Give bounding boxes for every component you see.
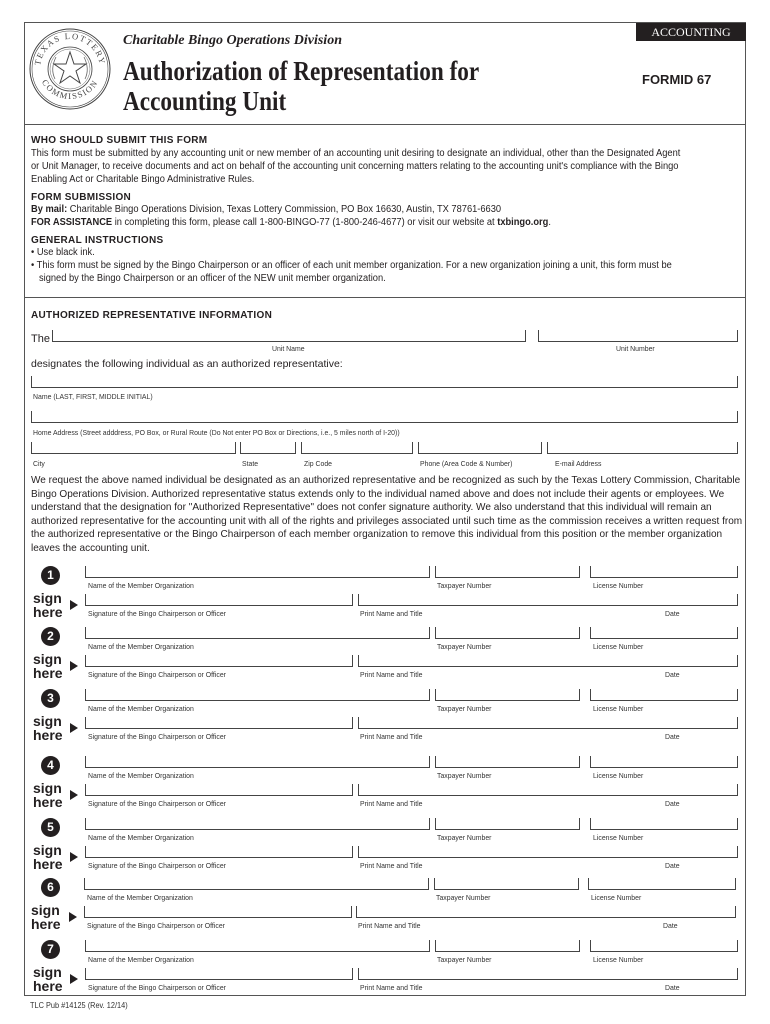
taxpayer-label: Taxpayer Number xyxy=(437,642,492,651)
member-org-label: Name of the Member Organization xyxy=(88,642,194,651)
signature-field[interactable] xyxy=(84,906,352,918)
signature-label: Signature of the Bingo Chairperson or Officer xyxy=(87,921,225,930)
taxpayer-field[interactable] xyxy=(435,627,580,639)
print-name-label: Print Name and Title xyxy=(360,799,423,808)
print-name-label: Print Name and Title xyxy=(360,670,423,679)
website-link[interactable]: txbingo.org xyxy=(497,217,549,228)
mail-line xyxy=(31,204,501,217)
license-label: License Number xyxy=(593,955,644,964)
step-number-4: 4 xyxy=(41,756,60,775)
print-name-field[interactable] xyxy=(358,594,738,606)
svg-text:COMMISSION: COMMISSION xyxy=(39,77,101,102)
print-name-label: Print Name and Title xyxy=(360,983,423,992)
date-label: Date xyxy=(665,609,680,618)
signature-label: Signature of the Bingo Chairperson or Officer xyxy=(88,732,226,741)
sign-text: sign xyxy=(33,964,62,980)
paragraph-line: Bingo Operations Division. Authorized representative status extends only to the individual named above and does not include their agents or employees. We xyxy=(31,488,725,500)
sign-text: sign xyxy=(33,651,62,667)
taxpayer-field[interactable] xyxy=(435,818,580,830)
print-name-label: Print Name and Title xyxy=(360,861,423,870)
taxpayer-label: Taxpayer Number xyxy=(437,704,492,713)
date-label: Date xyxy=(665,799,680,808)
paragraph-line: the authorized representative or the Bingo Chairperson of each member organization to remove this individual from this position or the member organization xyxy=(31,529,723,541)
zip-field[interactable] xyxy=(301,442,413,454)
date-label: Date xyxy=(663,921,678,930)
here-text: here xyxy=(33,856,63,872)
state-label: State xyxy=(242,459,259,468)
print-name-label: Print Name and Title xyxy=(358,921,421,930)
print-name-field[interactable] xyxy=(358,717,738,729)
who-line-2: or Unit Manager, to receive documents and act on behalf of the accounting unit concerning matters relating to the accounting unit's compliance with the Bingo xyxy=(31,161,679,172)
member-org-field[interactable] xyxy=(84,878,429,890)
sign-arrow-icon xyxy=(70,661,78,671)
member-org-label: Name of the Member Organization xyxy=(88,581,194,590)
signature-field[interactable] xyxy=(85,655,353,667)
taxpayer-label: Taxpayer Number xyxy=(437,581,492,590)
member-org-field[interactable] xyxy=(85,756,430,768)
taxpayer-label: Taxpayer Number xyxy=(437,833,492,842)
who-line-3: Enabling Act or Charitable Bingo Administrative Rules. xyxy=(31,174,255,185)
home-address-label: Home Address (Street adddress, PO Box, or Rural Route (Do Not enter PO Box or Directions, i.e., 5 miles north of I-20)) xyxy=(33,428,400,437)
instruction-bullet-2b: signed by the Bingo Chairperson or an officer of the NEW unit member organization. xyxy=(39,273,386,284)
signer-block-7 xyxy=(0,940,770,1000)
state-field[interactable] xyxy=(240,442,296,454)
signature-field[interactable] xyxy=(85,594,353,606)
rep-name-label: Name (LAST, FIRST, MIDDLE INITIAL) xyxy=(33,392,153,401)
sign-arrow-icon xyxy=(70,600,78,610)
license-field[interactable] xyxy=(590,940,738,952)
member-org-label: Name of the Member Organization xyxy=(88,833,194,842)
accounting-unit-tab: ACCOUNTING UNIT xyxy=(636,23,746,41)
step-number-2: 2 xyxy=(41,627,60,646)
email-label: E-mail Address xyxy=(555,459,602,468)
signer-block-4 xyxy=(0,756,770,816)
signer-block-6 xyxy=(0,878,770,938)
print-name-field[interactable] xyxy=(358,655,738,667)
license-field[interactable] xyxy=(590,818,738,830)
form-title-line1: Authorization of Representation for xyxy=(123,56,480,86)
taxpayer-label: Taxpayer Number xyxy=(437,955,492,964)
step-number-3: 3 xyxy=(41,689,60,708)
taxpayer-field[interactable] xyxy=(435,940,580,952)
license-label: License Number xyxy=(593,771,644,780)
member-org-field[interactable] xyxy=(85,689,430,701)
taxpayer-field[interactable] xyxy=(435,689,580,701)
here-text: here xyxy=(33,665,63,681)
member-org-field[interactable] xyxy=(85,940,430,952)
paragraph-line: authorized representative for the accounting unit with all of the rights and privileges associated until such time as the commission receives a written request from xyxy=(31,515,743,527)
license-field[interactable] xyxy=(590,689,738,701)
rep-heading: AUTHORIZED REPRESENTATIVE INFORMATION xyxy=(31,310,273,321)
unit-number-field[interactable] xyxy=(538,330,738,342)
step-number-5: 5 xyxy=(41,818,60,837)
home-address-field[interactable] xyxy=(31,411,738,423)
sign-arrow-icon xyxy=(70,790,78,800)
signer-block-3 xyxy=(0,689,770,749)
designates-text: designates the following individual as an authorized representative: xyxy=(31,358,343,370)
instructions-heading: GENERAL INSTRUCTIONS xyxy=(31,235,164,246)
signer-block-5 xyxy=(0,818,770,878)
sign-arrow-icon xyxy=(69,912,77,922)
assist-text: in completing this form, please call 1-800-BINGO-77 (1-800-246-4677) or visit our website at xyxy=(112,217,498,228)
print-name-field[interactable] xyxy=(358,846,738,858)
sign-arrow-icon xyxy=(70,723,78,733)
city-field[interactable] xyxy=(31,442,236,454)
taxpayer-label: Taxpayer Number xyxy=(436,893,491,902)
signature-label: Signature of the Bingo Chairperson or Officer xyxy=(88,983,226,992)
form-title-line2: Accounting Unit xyxy=(123,86,287,116)
publication-number: TLC Pub #14125 (Rev. 12/14) xyxy=(30,1001,128,1010)
assist-line xyxy=(31,217,551,230)
sign-text: sign xyxy=(33,780,62,796)
step-number-6: 6 xyxy=(41,878,60,897)
date-label: Date xyxy=(665,732,680,741)
signer-block-1 xyxy=(0,566,770,626)
phone-label: Phone (Area Code & Number) xyxy=(420,459,513,468)
sign-arrow-icon xyxy=(70,974,78,984)
date-label: Date xyxy=(665,670,680,679)
taxpayer-field[interactable] xyxy=(435,756,580,768)
unit-number-label: Unit Number xyxy=(616,344,655,353)
submission-heading: FORM SUBMISSION xyxy=(31,192,132,203)
city-label: City xyxy=(33,459,45,468)
member-org-field[interactable] xyxy=(85,566,430,578)
svg-text:TEXAS LOTTERY: TEXAS LOTTERY xyxy=(32,30,108,67)
sign-text: sign xyxy=(33,590,62,606)
paragraph-line: We request the above named individual be designated as an authorized representative and be recognized as such by the Texas Lottery Commission, Charitable xyxy=(31,475,741,486)
rep-name-field[interactable] xyxy=(31,376,738,388)
signature-field[interactable] xyxy=(85,717,353,729)
header-divider xyxy=(24,124,746,125)
division-name: Charitable Bingo Operations Division xyxy=(123,33,342,48)
signature-field[interactable] xyxy=(85,846,353,858)
request-paragraph xyxy=(31,474,743,556)
signature-label: Signature of the Bingo Chairperson or Officer xyxy=(88,609,226,618)
paragraph-line: understand that the designation for "Authorized Representative" does not confer signature authority. We also understand that this individual will remain an xyxy=(31,502,712,514)
section-divider xyxy=(24,297,746,298)
mail-label: By mail: xyxy=(31,204,68,215)
step-number-7: 7 xyxy=(41,940,60,959)
here-text: here xyxy=(33,604,63,620)
print-name-field[interactable] xyxy=(358,784,738,796)
here-text: here xyxy=(33,978,63,994)
member-org-label: Name of the Member Organization xyxy=(87,893,193,902)
step-number-1: 1 xyxy=(41,566,60,585)
license-label: License Number xyxy=(593,704,644,713)
taxpayer-field[interactable] xyxy=(434,878,579,890)
license-field[interactable] xyxy=(588,878,736,890)
member-org-label: Name of the Member Organization xyxy=(88,771,194,780)
instruction-bullet-1: • Use black ink. xyxy=(31,247,95,258)
print-name-label: Print Name and Title xyxy=(360,732,423,741)
signature-label: Signature of the Bingo Chairperson or Officer xyxy=(88,799,226,808)
license-label: License Number xyxy=(593,581,644,590)
period: . xyxy=(548,217,551,228)
member-org-label: Name of the Member Organization xyxy=(88,955,194,964)
mail-address: Charitable Bingo Operations Division, Texas Lottery Commission, PO Box 16630, Austin, TX 78761-6630 xyxy=(67,204,502,215)
member-org-label: Name of the Member Organization xyxy=(88,704,194,713)
paragraph-line: leaves the accounting unit. xyxy=(31,542,150,554)
signature-field[interactable] xyxy=(85,968,353,980)
zip-label: Zip Code xyxy=(304,459,333,468)
license-label: License Number xyxy=(593,833,644,842)
license-field[interactable] xyxy=(590,566,738,578)
here-text: here xyxy=(33,794,63,810)
license-field[interactable] xyxy=(590,756,738,768)
who-heading: WHO SHOULD SUBMIT THIS FORM xyxy=(31,135,208,146)
signature-label: Signature of the Bingo Chairperson or Officer xyxy=(88,670,226,679)
sign-arrow-icon xyxy=(70,852,78,862)
email-field[interactable] xyxy=(547,442,738,454)
print-name-field[interactable] xyxy=(356,906,736,918)
here-text: here xyxy=(31,916,61,932)
print-name-label: Print Name and Title xyxy=(360,609,423,618)
signature-label: Signature of the Bingo Chairperson or Officer xyxy=(88,861,226,870)
here-text: here xyxy=(33,727,63,743)
who-line-1: This form must be submitted by any accounting unit or new member of an accounting unit desiring to designate an individual, other than the Designated Agent xyxy=(31,148,681,159)
signer-block-2 xyxy=(0,627,770,687)
license-field[interactable] xyxy=(590,627,738,639)
texas-lottery-seal xyxy=(28,27,112,111)
license-label: License Number xyxy=(591,893,642,902)
print-name-field[interactable] xyxy=(358,968,738,980)
sign-text: sign xyxy=(31,902,60,918)
unit-name-field[interactable] xyxy=(52,330,526,342)
assist-label: FOR ASSISTANCE xyxy=(31,217,113,228)
member-org-field[interactable] xyxy=(85,818,430,830)
unit-name-label: Unit Name xyxy=(272,344,305,353)
signature-field[interactable] xyxy=(85,784,353,796)
phone-field[interactable] xyxy=(418,442,542,454)
taxpayer-label: Taxpayer Number xyxy=(437,771,492,780)
sign-text: sign xyxy=(33,842,62,858)
instruction-bullet-2a: • This form must be signed by the Bingo Chairperson or an officer of each unit member organization. For a new organization joining a unit, this form must be xyxy=(31,260,672,271)
sign-text: sign xyxy=(33,713,62,729)
the-label: The xyxy=(31,333,50,345)
date-label: Date xyxy=(665,983,680,992)
form-id: FORMID 67 xyxy=(642,72,712,87)
license-label: License Number xyxy=(593,642,644,651)
taxpayer-field[interactable] xyxy=(435,566,580,578)
date-label: Date xyxy=(665,861,680,870)
member-org-field[interactable] xyxy=(85,627,430,639)
